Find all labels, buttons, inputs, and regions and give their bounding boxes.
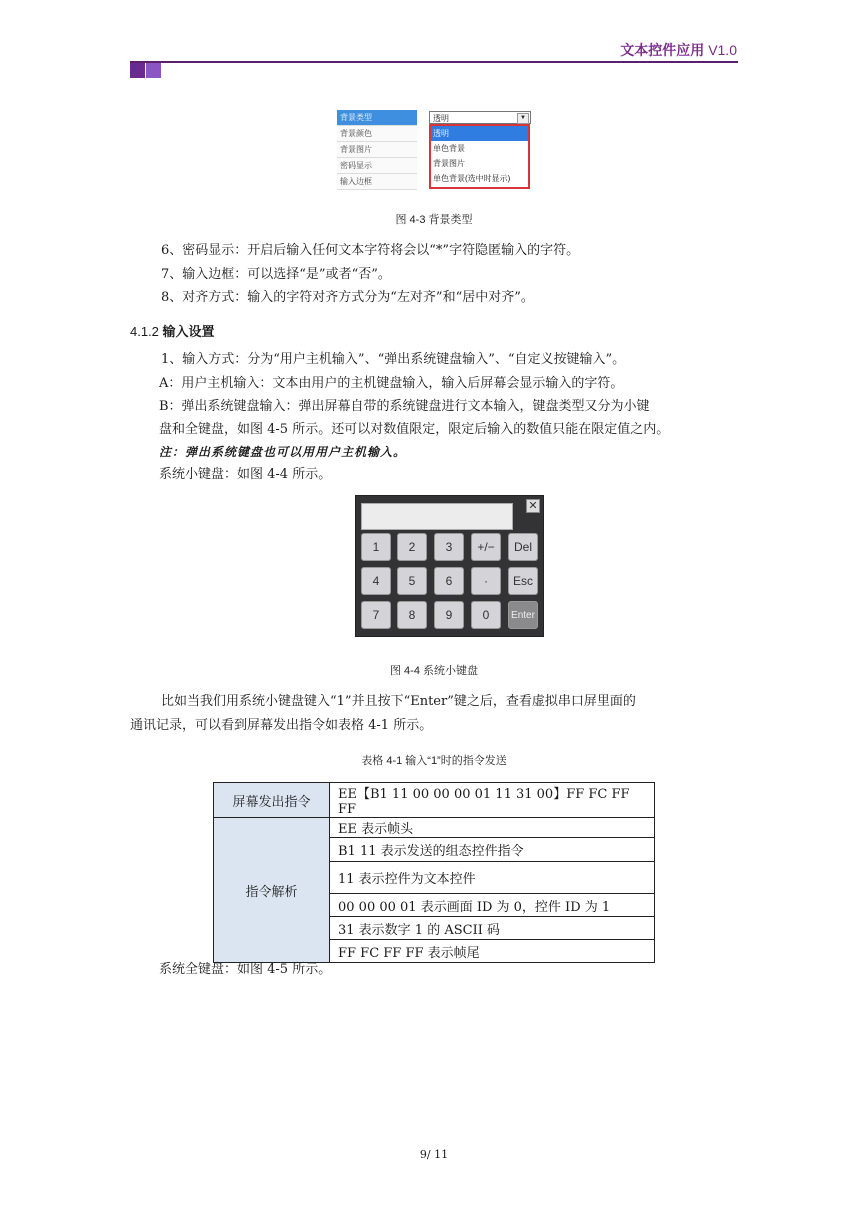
keypad-display-field[interactable]: [361, 503, 513, 530]
key-9[interactable]: 9: [434, 601, 464, 629]
key-0[interactable]: 0: [471, 601, 501, 629]
header-square-light: [146, 63, 161, 78]
background-type-select[interactable]: [429, 111, 531, 124]
key-2[interactable]: 2: [397, 533, 427, 561]
paragraph-example-2: 通讯记录，可以看到屏幕发出指令如表格 4-1 所示。: [130, 718, 433, 733]
page-number: 9/ 11: [419, 1148, 449, 1161]
list-item-password-display: 6、密码显示：开启后输入任何文本字符将会以“*”字符隐匿输入的字符。: [161, 243, 580, 258]
table-value-screen-command: EE【B1 11 00 00 00 01 11 31 00】FF FC FF FF: [330, 783, 655, 818]
header-version: V1.0: [708, 42, 737, 58]
table-label-screen-command: 屏幕发出指令: [214, 783, 330, 818]
key-enter[interactable]: Enter: [508, 601, 538, 629]
list-item-input-border: 7、输入边框：可以选择“是”或者“否”。: [161, 267, 391, 282]
key-4[interactable]: 4: [361, 567, 391, 595]
option-solid-on-select[interactable]: 单色背景(选中时显示): [433, 174, 511, 183]
paragraph-full-keyboard: 系统全键盘：如图 4-5 所示。: [159, 962, 332, 977]
header-rule: [130, 61, 738, 63]
paragraph-input-method: 1、输入方式：分为“用户主机输入”、“弹出系统键盘输入”、“自定义按键输入”。: [161, 352, 626, 367]
key-8[interactable]: 8: [397, 601, 427, 629]
command-table: [213, 782, 655, 963]
key-plus-minus[interactable]: +/−: [471, 533, 501, 561]
analysis-ascii: 31 表示数字 1 的 ASCII 码: [330, 917, 655, 940]
key-1[interactable]: 1: [361, 533, 391, 561]
list-item-alignment: 8、对齐方式：输入的字符对齐方式分为“左对齐”和“居中对齐”。: [161, 290, 534, 305]
close-icon[interactable]: ✕: [526, 499, 540, 513]
key-del[interactable]: Del: [508, 533, 538, 561]
property-background-type[interactable]: 背景类型: [337, 110, 417, 126]
analysis-frame-tail: FF FC FF FF 表示帧尾: [330, 940, 655, 963]
key-esc[interactable]: Esc: [508, 567, 538, 595]
key-3[interactable]: 3: [434, 533, 464, 561]
table-4-1-caption: 表格 4-1 输入“1”时的指令发送: [361, 755, 507, 767]
system-small-keypad: [355, 495, 544, 637]
document-header-title: [620, 40, 737, 60]
property-background-image[interactable]: 背景图片: [337, 142, 417, 158]
table-row: [214, 818, 655, 838]
option-solid-background[interactable]: 单色背景: [433, 144, 465, 153]
property-password-display[interactable]: 密码显示: [337, 158, 417, 174]
analysis-control-type: 11 表示控件为文本控件: [330, 862, 655, 894]
key-7[interactable]: 7: [361, 601, 391, 629]
property-name-list: [337, 110, 417, 190]
section-number: 4.1.2: [130, 324, 159, 339]
paragraph-example-1: 比如当我们用系统小键盘键入“1”并且按下“Enter”键之后，查看虚拟串口屏里面的: [161, 694, 636, 709]
figure-4-4-caption: 图 4-4 系统小键盘: [389, 665, 478, 677]
section-heading: [130, 321, 215, 340]
note: 注：弹出系统键盘也可以用用户主机输入。: [159, 445, 407, 459]
property-input-border[interactable]: 输入边框: [337, 174, 417, 190]
paragraph-host-input: A：用户主机输入：文本由用户的主机键盘输入，输入后屏幕会显示输入的字符。: [159, 376, 624, 391]
header-square-dark: [130, 63, 145, 78]
paragraph-system-keyboard-1: B：弹出系统键盘输入：弹出屏幕自带的系统键盘进行文本输入，键盘类型又分为小键: [159, 399, 650, 414]
option-background-image[interactable]: 背景图片: [433, 159, 465, 168]
paragraph-system-keyboard-2: 盘和全键盘，如图 4-5 所示。还可以对数值限定，限定后输入的数值只能在限定值之内。: [159, 422, 670, 437]
chevron-down-icon[interactable]: ▼: [517, 113, 529, 124]
property-background-color[interactable]: 背景颜色: [337, 126, 417, 142]
analysis-command: B1 11 表示发送的组态控件指令: [330, 838, 655, 862]
option-transparent[interactable]: 透明: [431, 126, 528, 141]
paragraph-small-keyboard: 系统小键盘：如图 4-4 所示。: [159, 467, 332, 482]
key-dot[interactable]: ·: [471, 567, 501, 595]
background-type-selected-value: 透明: [433, 114, 449, 123]
header-title-text: 文本控件应用: [620, 42, 705, 58]
analysis-ids: 00 00 00 01 表示画面 ID 为 0，控件 ID 为 1: [330, 894, 655, 917]
background-type-options: [429, 124, 530, 189]
table-label-analysis: 指令解析: [214, 818, 330, 963]
analysis-frame-head: EE 表示帧头: [330, 818, 655, 838]
background-type-figure: [337, 110, 533, 192]
figure-4-3-caption: 图 4-3 背景类型: [395, 214, 473, 226]
key-6[interactable]: 6: [434, 567, 464, 595]
section-title: 输入设置: [162, 324, 215, 339]
table-row: [214, 783, 655, 818]
key-5[interactable]: 5: [397, 567, 427, 595]
